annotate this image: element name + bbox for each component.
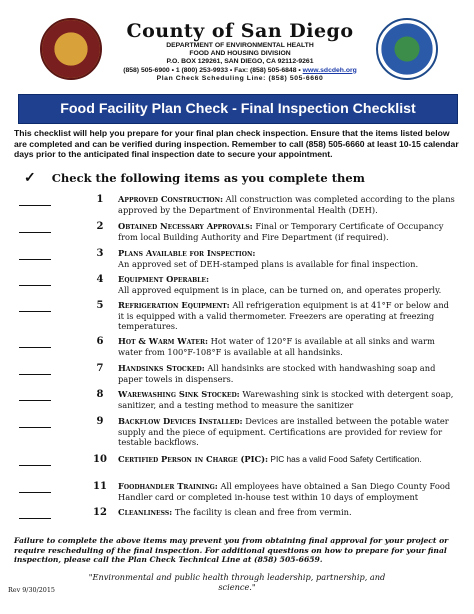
scheduling-line: Plan Check Scheduling Line: (858) 505-6660 bbox=[156, 74, 324, 82]
item-description bbox=[118, 274, 456, 295]
item-number: 6 bbox=[96, 336, 104, 347]
item-text: The facility is clean and free from vermin. bbox=[172, 507, 352, 517]
checkoff-blank[interactable] bbox=[19, 400, 51, 401]
item-description bbox=[118, 454, 456, 465]
footer-note: Failure to complete the above items may prevent you from obtaining final approval for your project or require rescheduling of the final inspection. For additional questions on how to prepare for your final inspection, please call the Plan Check Technical Line at (858) 505-6659. bbox=[14, 536, 449, 565]
checkoff-blank[interactable] bbox=[19, 492, 51, 493]
item-term: Approved Construction: bbox=[118, 194, 224, 204]
county-name: County of San Diego bbox=[126, 20, 354, 42]
letterhead bbox=[110, 20, 370, 83]
item-text: Final or Temporary Certificate of Occupancy from local Building Authority and Fire Department (if required). bbox=[118, 221, 444, 242]
item-description bbox=[118, 507, 456, 518]
item-description bbox=[118, 221, 456, 242]
item-text: All employees have obtained a San Diego County Food Handler card or completed in-house test within 10 days of employment bbox=[118, 481, 451, 502]
checklist-heading bbox=[24, 170, 365, 186]
item-description bbox=[118, 194, 456, 215]
item-text: An approved set of DEH-stamped plans is available for final inspection. bbox=[118, 258, 419, 269]
mailing-address: P.O. BOX 129261, SAN DIEGO, CA 92112-9261 bbox=[166, 58, 314, 66]
checkoff-blank[interactable] bbox=[19, 259, 51, 260]
item-term: Plans Available for Inspection: bbox=[118, 248, 256, 258]
item-text: All refrigeration equipment is at 41°F or below and it is equipped with a valid thermometer. Freezers are operating at freezing temperatures. bbox=[118, 300, 449, 332]
item-description bbox=[118, 363, 456, 384]
item-text: All construction was completed according to the plans approved by the Department of Environmental Health (DEH). bbox=[118, 194, 455, 215]
checkoff-blank[interactable] bbox=[19, 427, 51, 428]
intro-paragraph: This checklist will help you prepare for your final plan check inspection. Ensure that the items listed below are completed and can be verified during inspection. Remember to call (858) 505-6660 at least 10-15 calendar days prior to the anticipated final inspection date to secure your appointment. bbox=[14, 128, 459, 160]
item-term: Certified Person in Charge (PIC): bbox=[118, 454, 269, 464]
item-description bbox=[118, 248, 456, 269]
item-description bbox=[118, 389, 456, 410]
item-text: Warewashing sink is stocked with detergent soap, sanitizer, and a testing method to measure the sanitizer bbox=[118, 389, 454, 410]
item-term: Obtained Necessary Approvals: bbox=[118, 221, 253, 231]
checkmark-icon: ✓ bbox=[24, 170, 36, 186]
item-number: 7 bbox=[96, 363, 104, 374]
item-number: 9 bbox=[96, 416, 104, 427]
item-description bbox=[118, 300, 456, 332]
county-seal-logo bbox=[40, 18, 102, 80]
item-number: 11 bbox=[93, 481, 107, 492]
item-number: 10 bbox=[93, 454, 107, 465]
checkoff-blank[interactable] bbox=[19, 347, 51, 348]
pic-label: PIC bbox=[268, 454, 285, 464]
deh-seal-logo bbox=[376, 18, 438, 80]
division-name: FOOD AND HOUSING DIVISION bbox=[189, 50, 291, 58]
item-term: Foodhandler Training: bbox=[118, 481, 218, 491]
item-number: 3 bbox=[96, 248, 104, 259]
item-term: Backflow Devices Installed: bbox=[118, 416, 243, 426]
checkoff-blank[interactable] bbox=[19, 518, 51, 519]
item-text: has a valid Food Safety Certification. bbox=[284, 454, 422, 464]
checkoff-blank[interactable] bbox=[19, 465, 51, 466]
phone-numbers: (858) 505-6900 • 1 (800) 253-9933 • Fax: (858) 505-6848 • bbox=[123, 66, 301, 74]
checkoff-blank[interactable] bbox=[19, 232, 51, 233]
item-term: Refrigeration Equipment: bbox=[118, 300, 230, 310]
website-link[interactable]: www.sdcdeh.org bbox=[302, 66, 357, 74]
item-term: Equipment Operable: bbox=[118, 274, 210, 284]
item-description bbox=[118, 481, 456, 502]
phone-line bbox=[110, 67, 370, 75]
checklist-heading-text: Check the following items as you complete them bbox=[51, 171, 365, 185]
department-name: DEPARTMENT OF ENVIRONMENTAL HEALTH bbox=[166, 42, 314, 49]
item-number: 1 bbox=[96, 194, 104, 205]
item-term: Handsinks Stocked: bbox=[118, 363, 205, 373]
item-text: Hot water of 120°F is available at all sinks and warm water from 100°F-108°F is available at all handsinks. bbox=[118, 336, 435, 357]
item-term: Cleanliness: bbox=[118, 507, 173, 517]
item-term: Hot & Warm Water: bbox=[118, 336, 209, 346]
checkoff-blank[interactable] bbox=[19, 374, 51, 375]
checkoff-blank[interactable] bbox=[19, 311, 51, 312]
item-description bbox=[118, 336, 456, 357]
item-text: All approved equipment is in place, can be turned on, and operates properly. bbox=[118, 284, 442, 295]
checkoff-blank[interactable] bbox=[19, 205, 51, 206]
item-number: 2 bbox=[96, 221, 104, 232]
item-number: 8 bbox=[96, 389, 104, 400]
motto: "Environmental and public health through leadership, partnership, and science." bbox=[88, 572, 386, 592]
item-number: 4 bbox=[96, 274, 104, 285]
checkoff-blank[interactable] bbox=[19, 285, 51, 286]
item-text: All handsinks are stocked with handwashing soap and paper towels in dispensers. bbox=[118, 363, 436, 384]
page-title: Food Facility Plan Check - Final Inspection Checklist bbox=[18, 94, 458, 124]
item-description bbox=[118, 416, 456, 448]
revision-date: Rev 9/30/2015 bbox=[8, 586, 56, 594]
item-term: Warewashing Sink Stocked: bbox=[118, 389, 240, 399]
item-number: 12 bbox=[93, 507, 107, 518]
item-text: Devices are installed between the potable water supply and the piece of equipment. Certifications are provided for review for testable backflows. bbox=[118, 416, 449, 448]
item-number: 5 bbox=[96, 300, 104, 311]
